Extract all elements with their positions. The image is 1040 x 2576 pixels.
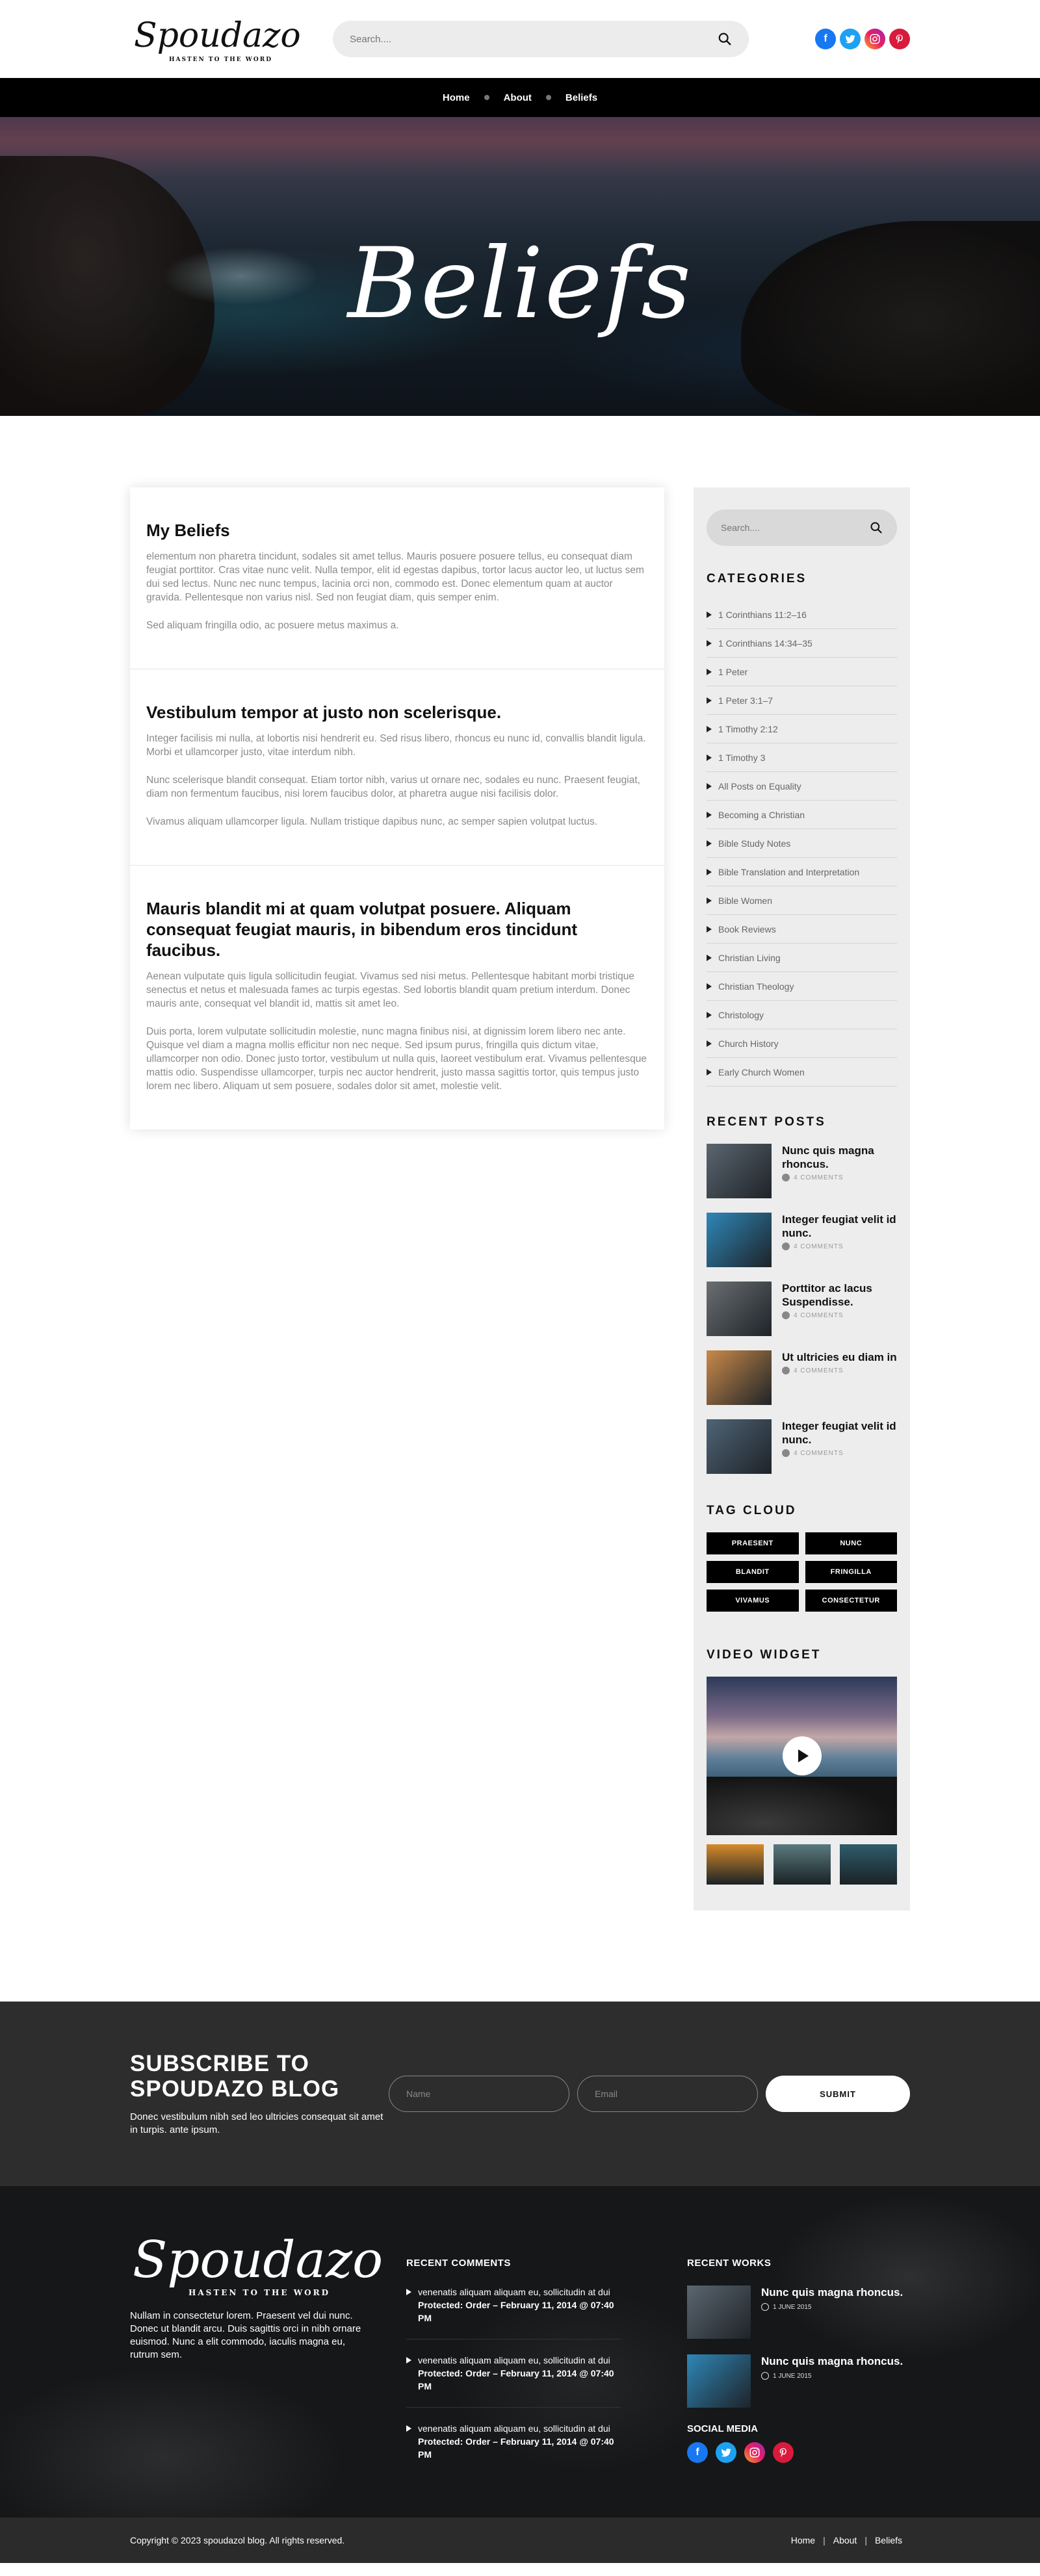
comment-text: venenatis aliquam aliquam eu, sollicitudin at dui — [418, 2423, 610, 2434]
category-label: All Posts on Equality — [718, 780, 801, 792]
category-label: Bible Women — [718, 895, 773, 906]
search-icon[interactable] — [718, 32, 732, 46]
hero-banner — [0, 117, 1040, 416]
pinterest-icon[interactable] — [773, 2442, 794, 2463]
twitter-icon[interactable] — [840, 29, 861, 49]
facebook-icon[interactable]: f — [815, 29, 836, 49]
social-media-title: SOCIAL MEDIA — [687, 2423, 758, 2434]
svg-text:HASTEN TO THE WORD: HASTEN TO THE WORD — [169, 57, 272, 63]
page-title: Beliefs — [347, 227, 693, 341]
recent-post-thumbnail[interactable] — [707, 1419, 772, 1474]
category-label: Christian Theology — [718, 981, 794, 992]
comment-link[interactable]: Protected: Order – February 11, 2014 @ 07:40 PM — [418, 2300, 614, 2323]
work-date: 1 JUNE 2015 — [773, 2303, 812, 2311]
arrow-right-icon — [707, 897, 712, 904]
recent-post-meta — [782, 1367, 897, 1374]
arrow-right-icon — [707, 1069, 712, 1075]
recent-work-meta — [761, 2372, 903, 2380]
post-paragraph: Aenean vulputate quis ligula sollicitudin feugiat. Vivamus sed nisi metus. Pellentesque habitant morbi tristique senectus et netus et malesuada fames ac turpis egestas. Sed lobortis blandit quam pretium interdum. Donec mauris ante, consequat vel blandit id, mattis sit amet leo. — [146, 971, 635, 1009]
search-icon[interactable] — [870, 521, 883, 534]
category-label: Early Church Women — [718, 1066, 805, 1077]
arrow-right-icon — [406, 2357, 411, 2363]
arrow-right-icon — [707, 726, 712, 732]
recent-work-title[interactable]: Nunc quis magna rhoncus. — [761, 2286, 904, 2299]
post-paragraph: Nunc scelerisque blandit consequat. Etiam tortor nibh, varius ut ornare nec, sodales eu nunc. Praesent feugiat, diam non fermentum faucibus, nisi lorem faucibus dolor, at pharetra augue nisi facilisis dolor. — [146, 775, 640, 799]
category-item[interactable] — [707, 1058, 897, 1087]
recent-work-thumbnail[interactable] — [687, 2286, 751, 2339]
recent-posts-title: RECENT POSTS — [707, 1115, 826, 1129]
email-field[interactable] — [577, 2076, 758, 2112]
arrow-right-icon — [707, 812, 712, 818]
site-logo[interactable] — [130, 8, 301, 70]
header-search — [333, 21, 749, 57]
arrow-right-icon — [707, 840, 712, 847]
category-label: Church History — [718, 1038, 779, 1049]
site-footer — [0, 2186, 1040, 2518]
recent-comment[interactable] — [406, 2286, 621, 2339]
subscribe-section — [0, 2002, 1040, 2186]
category-item[interactable] — [707, 772, 897, 801]
post-paragraph: Vivamus aliquam ullamcorper ligula. Nullam tristique dapibus nunc, ac semper sapien volutpat luctus. — [146, 816, 598, 827]
category-label: Christian Living — [718, 952, 781, 963]
post-title: Vestibulum tempor at justo non scelerisque. — [146, 702, 502, 722]
arrow-right-icon — [707, 612, 712, 618]
svg-text:Spoudazo: Spoudazo — [133, 2231, 384, 2289]
clock-icon — [761, 2303, 769, 2311]
category-item[interactable] — [707, 1029, 897, 1058]
instagram-icon[interactable] — [864, 29, 885, 49]
bottom-links: Home | About | Beliefs — [783, 2535, 910, 2545]
post-section — [130, 669, 664, 866]
clock-icon — [761, 2372, 769, 2380]
recent-post[interactable] — [707, 1144, 897, 1198]
recent-post[interactable] — [707, 1213, 897, 1267]
comment-icon — [782, 1367, 790, 1374]
video-player[interactable] — [707, 1677, 897, 1835]
recent-comment[interactable] — [406, 2422, 621, 2475]
recent-post[interactable] — [707, 1419, 897, 1474]
recent-work-meta — [761, 2303, 903, 2311]
header-search-input[interactable] — [350, 34, 718, 45]
category-item[interactable] — [707, 886, 897, 915]
comment-link[interactable]: Protected: Order – February 11, 2014 @ 07:40 PM — [418, 2368, 614, 2391]
recent-works-title: RECENT WORKS — [687, 2258, 772, 2269]
copyright: Copyright © 2023 spoudazol blog. All rights reserved. — [130, 2535, 345, 2545]
post-title: Mauris blandit mi at quam volutpat posuere. Aliquam consequat feugiat mauris, in bibendum eros tincidunt faucibus. — [146, 899, 578, 960]
recent-comments-title: RECENT COMMENTS — [406, 2258, 511, 2269]
category-item[interactable] — [707, 801, 897, 829]
comment-count: 4 COMMENTS — [794, 1449, 844, 1457]
category-item[interactable] — [707, 858, 897, 886]
svg-text:Spoudazo: Spoudazo — [134, 16, 301, 55]
category-label: 1 Timothy 3 — [718, 752, 766, 763]
category-item[interactable] — [707, 715, 897, 743]
arrow-right-icon — [707, 926, 712, 933]
tag-button[interactable]: VIVAMUS — [707, 1590, 799, 1612]
category-item[interactable] — [707, 1001, 897, 1029]
category-item[interactable] — [707, 629, 897, 658]
category-item[interactable] — [707, 600, 897, 629]
comment-link[interactable]: Protected: Order – February 11, 2014 @ 07:40 PM — [418, 2436, 614, 2460]
recent-work-thumbnail[interactable] — [687, 2354, 751, 2408]
category-label: Bible Translation and Interpretation — [718, 866, 860, 877]
play-icon[interactable] — [783, 1736, 822, 1775]
bottom-link-about[interactable]: About — [833, 2535, 857, 2545]
tag-cloud-title: TAG CLOUD — [707, 1504, 797, 1517]
instagram-icon[interactable] — [744, 2442, 765, 2463]
video-widget-title: VIDEO WIDGET — [707, 1648, 822, 1662]
bottom-link-home[interactable]: Home — [790, 2535, 816, 2545]
content-card — [130, 487, 664, 1129]
sidebar-search-input[interactable] — [721, 522, 870, 533]
recent-post-title[interactable]: Porttitor ac lacus Suspendisse. — [782, 1282, 872, 1308]
recent-post-thumbnail[interactable] — [707, 1213, 772, 1267]
main-nav — [0, 78, 1040, 117]
tag-button[interactable]: BLANDIT — [707, 1561, 799, 1583]
footer-about — [130, 2225, 406, 2490]
recent-post-meta — [782, 1449, 897, 1457]
comment-text: venenatis aliquam aliquam eu, sollicitudin at dui — [418, 2287, 610, 2297]
subscribe-form — [389, 2076, 910, 2112]
nav-home[interactable]: Home — [442, 92, 470, 103]
video-thumbnail[interactable] — [840, 1844, 897, 1885]
category-item[interactable] — [707, 972, 897, 1001]
nav-beliefs[interactable]: Beliefs — [565, 92, 598, 103]
video-thumbnails — [707, 1844, 897, 1885]
recent-post-meta — [782, 1174, 897, 1181]
category-label: 1 Peter — [718, 666, 748, 677]
category-item[interactable] — [707, 658, 897, 686]
post-paragraph: Duis porta, lorem vulputate sollicitudin molestie, nunc magna finibus nisi, at dignissim lorem libero nec ante. Quisque vel diam a magna mollis efficitur non nec neque. Sed ipsum purus, fringilla quis dictum vitae, ullamcorper non odio. Donec justo tortor, vestibulum ut nulla quis, laoreet vestibulum erat. Vivamus pellentesque mattis odio. Suspendisse ullamcorper, turpis nec auctor hendrerit, justo massa sagittis tortor, quis tempus justo lorem nec libero. Aliquam ut sem posuere, sodales dolor sit amet, molestie velit. — [146, 1026, 647, 1092]
categories-title: CATEGORIES — [707, 572, 807, 586]
arrow-right-icon — [707, 983, 712, 990]
category-item[interactable] — [707, 915, 897, 944]
arrow-right-icon — [707, 1040, 712, 1047]
recent-comment[interactable] — [406, 2354, 621, 2408]
category-label: Becoming a Christian — [718, 809, 805, 820]
arrow-right-icon — [707, 955, 712, 961]
recent-post-meta — [782, 1243, 897, 1250]
arrow-right-icon — [707, 754, 712, 761]
tag-button[interactable]: NUNC — [805, 1532, 898, 1554]
arrow-right-icon — [707, 697, 712, 704]
recent-post-meta — [782, 1311, 897, 1319]
post-section — [130, 866, 664, 1129]
name-field[interactable] — [389, 2076, 569, 2112]
sidebar-search — [707, 509, 897, 546]
category-label: Book Reviews — [718, 923, 776, 934]
comment-icon — [782, 1311, 790, 1319]
arrow-right-icon — [707, 640, 712, 647]
comment-count: 4 COMMENTS — [794, 1174, 844, 1181]
category-label: 1 Timothy 2:12 — [718, 723, 778, 734]
footer-recent-comments — [406, 2225, 687, 2490]
subscribe-text — [130, 2051, 389, 2137]
comment-count: 4 COMMENTS — [794, 1311, 844, 1319]
tag-button[interactable]: FRINGILLA — [805, 1561, 898, 1583]
recent-work[interactable] — [687, 2286, 910, 2339]
recent-work[interactable] — [687, 2354, 910, 2408]
comment-icon — [782, 1449, 790, 1457]
arrow-right-icon — [707, 1012, 712, 1018]
category-item[interactable] — [707, 944, 897, 972]
subscribe-title: SUBSCRIBE TO SPOUDAZO BLOG — [130, 2051, 340, 2102]
categories-list — [707, 600, 897, 1087]
recent-post[interactable] — [707, 1282, 897, 1336]
subscribe-description: Donec vestibulum nibh sed leo ultricies consequat sit amet in turpis. ante ipsum. — [130, 2111, 384, 2135]
tag-cloud — [707, 1532, 897, 1612]
recent-post-thumbnail[interactable] — [707, 1350, 772, 1405]
header-socials — [815, 29, 910, 49]
nav-separator — [484, 95, 489, 100]
svg-text:HASTEN TO THE WORD: HASTEN TO THE WORD — [188, 2288, 330, 2297]
recent-post-thumbnail[interactable] — [707, 1282, 772, 1336]
recent-post-thumbnail[interactable] — [707, 1144, 772, 1198]
comment-icon — [782, 1174, 790, 1181]
video-thumbnail[interactable] — [707, 1844, 764, 1885]
footer-about-text: Nullam in consectetur lorem. Praesent vel dui nunc. Donec ut blandit arcu. Duis sagittis orci in nibh ornare euismod. Nunc a elit commodo, iaculis magna eu, rutrum sem. — [130, 2310, 361, 2360]
recent-post-title[interactable]: Ut ultricies eu diam in — [782, 1351, 897, 1363]
site-header — [0, 0, 1040, 78]
category-label: Bible Study Notes — [718, 838, 791, 849]
category-item[interactable] — [707, 829, 897, 858]
submit-button[interactable]: SUBMIT — [766, 2076, 910, 2112]
video-thumbnail[interactable] — [774, 1844, 831, 1885]
category-item[interactable] — [707, 686, 897, 715]
pinterest-icon[interactable] — [889, 29, 910, 49]
recent-posts-list — [707, 1144, 897, 1474]
comment-icon — [782, 1243, 790, 1250]
post-paragraph: Sed aliquam fringilla odio, ac posuere metus maximus a. — [146, 620, 399, 631]
comment-count: 4 COMMENTS — [794, 1243, 844, 1250]
nav-about[interactable]: About — [503, 92, 532, 103]
post-paragraph: Integer facilisis mi nulla, at lobortis nisi hendrerit eu. Sed risus libero, rhoncus eu nunc id, convallis blandit ligula. Morbi et ullamcorper justo, vitae interdum nibh. — [146, 733, 646, 758]
comment-text: venenatis aliquam aliquam eu, sollicitudin at dui — [418, 2355, 610, 2365]
arrow-right-icon — [707, 783, 712, 790]
facebook-icon[interactable]: f — [687, 2442, 708, 2463]
arrow-right-icon — [707, 669, 712, 675]
sidebar — [694, 487, 910, 1911]
category-item[interactable] — [707, 743, 897, 772]
post-title: My Beliefs — [146, 521, 230, 540]
tag-button[interactable]: CONSECTETUR — [805, 1590, 898, 1612]
category-label: 1 Peter 3:1–7 — [718, 695, 774, 706]
arrow-right-icon — [707, 869, 712, 875]
arrow-right-icon — [406, 2425, 411, 2432]
arrow-right-icon — [406, 2289, 411, 2295]
category-label: Christology — [718, 1009, 764, 1020]
nav-separator — [546, 95, 551, 100]
footer-socials — [687, 2442, 910, 2463]
category-label: 1 Corinthians 11:2–16 — [718, 609, 807, 620]
main-section — [0, 416, 1040, 2002]
post-section — [130, 487, 664, 669]
recent-post-title[interactable]: Integer feugiat velit id nunc. — [782, 1420, 896, 1446]
footer-logo[interactable] — [130, 2225, 384, 2303]
work-date: 1 JUNE 2015 — [773, 2372, 812, 2380]
recent-work-title[interactable]: Nunc quis magna rhoncus. — [761, 2355, 904, 2367]
recent-post-title[interactable]: Nunc quis magna rhoncus. — [782, 1144, 874, 1170]
post-paragraph: elementum non pharetra tincidunt, sodales sit amet tellus. Mauris posuere posuere tellus, eu consequat diam feugiat porttitor. Cras vitae nunc velit. Nulla tempor, elit id egestas dapibus, tortor lacus auctor leo, ut luctus sem dui sed lectus. Nunc nec nunc tempus, lacinia orci non, commodo est. Donec elementum quam at auctor gravida. Pellentesque non varius nisl. Sed non feugiat diam, quis semper enim. — [146, 551, 644, 603]
bottom-bar — [0, 2518, 1040, 2563]
recent-post[interactable] — [707, 1350, 897, 1405]
comment-count: 4 COMMENTS — [794, 1367, 844, 1374]
footer-recent-works — [687, 2225, 910, 2490]
tag-button[interactable]: PRAESENT — [707, 1532, 799, 1554]
recent-post-title[interactable]: Integer feugiat velit id nunc. — [782, 1213, 896, 1239]
category-label: 1 Corinthians 14:34–35 — [718, 638, 812, 649]
bottom-link-beliefs[interactable]: Beliefs — [874, 2535, 902, 2545]
twitter-icon[interactable] — [716, 2442, 736, 2463]
